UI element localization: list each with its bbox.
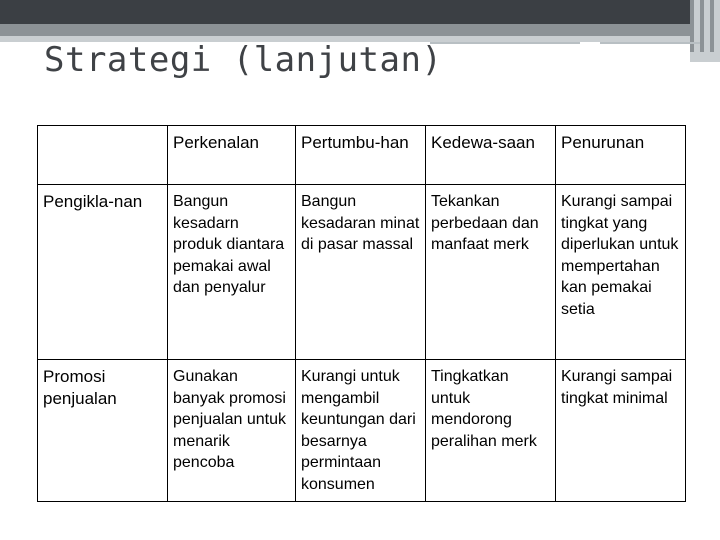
table-cell: Bangun kesadaran minat di pasar massal (296, 185, 426, 360)
table-cell: Bangun kesadarn produk diantara pemakai awal dan penyalur (168, 185, 296, 360)
corner-stripe (710, 0, 714, 52)
header-cell-perkenalan: Perkenalan (168, 126, 296, 185)
top-decorative-band (0, 24, 720, 36)
slide-title: Strategi (lanjutan) (44, 40, 443, 80)
row-label-pengiklanan: Pengikla-nan (38, 185, 168, 360)
table-cell: Tingkatkan untuk mendorong peralihan merk (426, 360, 556, 502)
table-cell: Kurangi sampai tingkat minimal (556, 360, 686, 502)
header-cell-pertumbuhan: Pertumbu-han (296, 126, 426, 185)
strategy-table (37, 125, 686, 502)
table-row (38, 185, 686, 360)
table-cell: Tekankan perbedaan dan manfaat merk (426, 185, 556, 360)
accent-line (600, 42, 700, 44)
header-cell-penurunan: Penurunan (556, 126, 686, 185)
row-label-promosi-penjualan: Promosi penjualan (38, 360, 168, 502)
accent-line (430, 42, 580, 44)
corner-stripe (700, 0, 704, 52)
top-decorative-bar (0, 0, 720, 24)
corner-stripe (690, 0, 694, 52)
table-cell: Kurangi untuk mengambil keuntungan dari besarnya permintaan konsumen (296, 360, 426, 502)
table-header-row (38, 126, 686, 185)
table-row (38, 360, 686, 502)
header-cell-kedewasaan: Kedewa-saan (426, 126, 556, 185)
corner-decoration (690, 0, 720, 62)
table-cell: Kurangi sampai tingkat yang diperlukan untuk mempertahan kan pemakai setia (556, 185, 686, 360)
header-cell-empty (38, 126, 168, 185)
table-cell: Gunakan banyak promosi penjualan untuk menarik pencoba (168, 360, 296, 502)
